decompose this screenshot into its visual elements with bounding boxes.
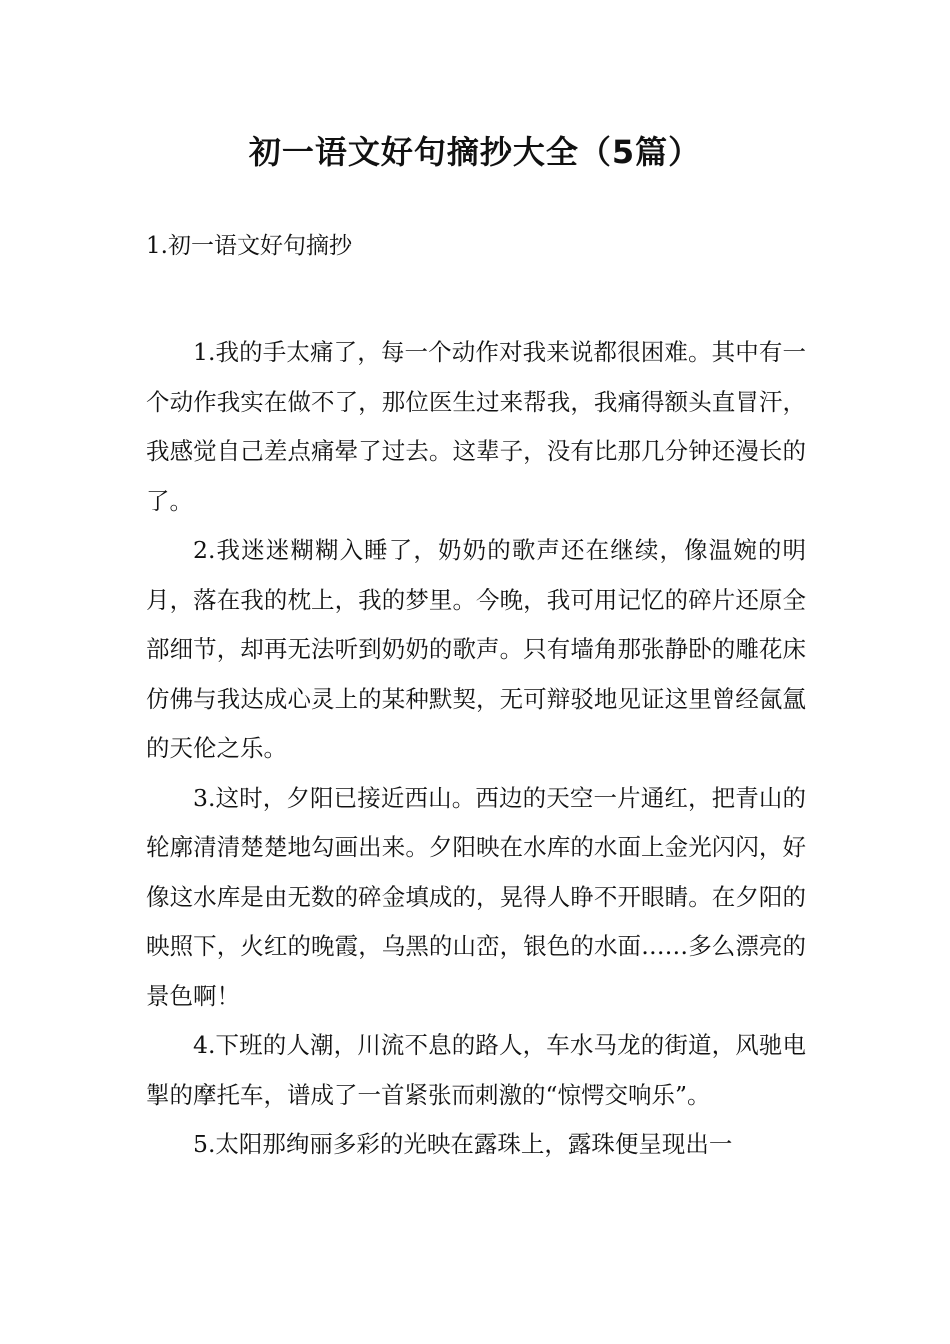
paragraph: 1.我的手太痛了，每一个动作对我来说都很困难。其中有一个动作我实在做不了，那位医生过来帮我，我痛得额头直冒汗，我感觉自己差点痛晕了过去。这辈子，没有比那几分钟还漫长的了。 (146, 338, 806, 515)
paragraph: 2.我迷迷糊糊入睡了，奶奶的歌声还在继续，像温婉的明月，落在我的枕上，我的梦里。今晚，我可用记忆的碎片还原全部细节，却再无法听到奶奶的歌声。只有墙角那张静卧的雕花床仿佛与我达成心灵上的某种默契，无可辩驳地见证这里曾经氤氲的天伦之乐。 (146, 536, 806, 762)
body-text (146, 328, 806, 1170)
document-title: 初一语文好句摘抄大全（5篇） (248, 133, 702, 171)
paragraph: 5.太阳那绚丽多彩的光映在露珠上，露珠便呈现出一 (193, 1130, 733, 1158)
paragraph: 3.这时，夕阳已接近西山。西边的天空一片通红，把青山的轮廓清清楚楚地勾画出来。夕阳映在水库的水面上金光闪闪，好像这水库是由无数的碎金填成的，晃得人睁不开眼睛。在夕阳的映照下，火红的晚霞，乌黑的山峦，银色的水面……多么漂亮的景色啊！ (146, 783, 806, 1010)
section-heading: 1.初一语文好句摘抄 (146, 233, 352, 259)
paragraph: 4.下班的人潮，川流不息的路人，车水马龙的街道，风驰电掣的摩托车，谱成了一首紧张而刺激的“惊愕交响乐”。 (146, 1031, 806, 1109)
